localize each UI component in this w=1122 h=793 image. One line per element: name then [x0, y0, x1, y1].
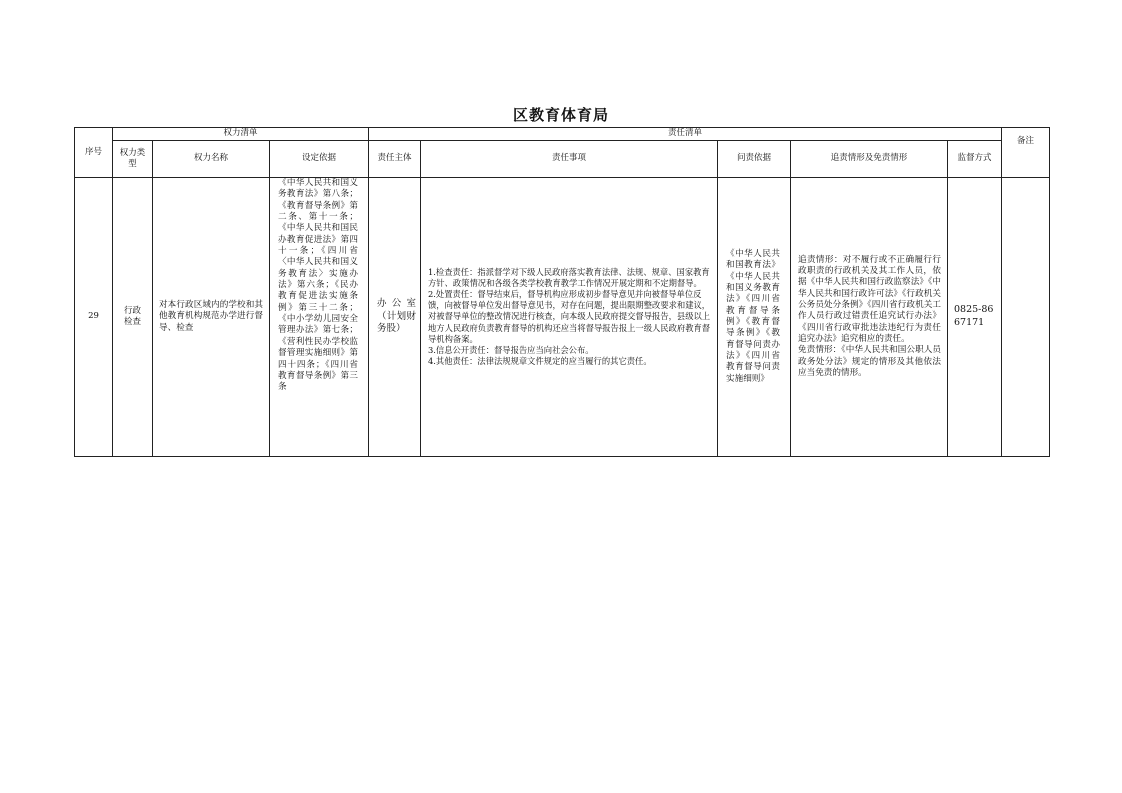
power-responsibility-table — [74, 127, 1050, 457]
header-supervision: 监督方式 — [948, 141, 1002, 178]
cell-basis — [270, 178, 369, 457]
cell-remarks — [1002, 178, 1050, 457]
header-responsibility-list: 责任清单 — [369, 128, 1002, 141]
header-remarks: 备注 — [1002, 128, 1050, 178]
cell-accountability — [791, 178, 948, 457]
cell-seq: 29 — [75, 178, 113, 457]
page-title: 区教育体育局 — [512, 106, 609, 124]
header-subject: 责任主体 — [369, 141, 421, 178]
cell-matters — [421, 178, 718, 457]
cell-subject — [369, 178, 421, 457]
table-row — [75, 178, 1050, 457]
header-matters: 责任事项 — [421, 141, 718, 178]
power-type-text: 行政 检查 — [123, 305, 141, 327]
header-power-type: 权力类型 — [113, 141, 153, 178]
cell-accountability-basis — [718, 178, 791, 457]
basis-text: 《中华人民共和国义务教育法》第八条；《教育督导条例》第二条、第十一条；《中华人民共和国民办教育促进法》第四十一条；《四川省〈中华人民共和国义务教育法〉实施办法》第六条；《民办教育促进法实施条例》第三十二条；《中小学幼儿园安全管理办法》第七条；《营利性民办学校监督管理实施细则》第四十四条；《四川省教育督导条例》第三条 — [278, 178, 358, 393]
power-name-text: 对本行政区域内的学校和其他教育机构规范办学进行督导、检查 — [159, 299, 263, 333]
supervision-text: 0825-8667171 — [954, 304, 994, 328]
header-basis: 设定依据 — [270, 141, 369, 178]
header-accountability-basis: 问责依据 — [718, 141, 791, 178]
cell-power-name — [153, 178, 270, 457]
cell-power-type — [113, 178, 153, 457]
header-accountability: 追责情形及免责情形 — [791, 141, 948, 178]
header-power-list: 权力清单 — [113, 128, 369, 141]
header-seq: 序号 — [75, 128, 113, 178]
accountability-text: 追责情形：对不履行或不正确履行行政职责的行政机关及其工作人员，依据《中华人民共和国行政监察法》《中华人民共和国行政许可法》《行政机关公务员处分条例》《四川省行政机关工作人员行政过错责任追究试行办法》《四川省行政审批违法违纪行为责任追究办法》追究相应的责任。 免责情形：《中华人民共和国公职人员政务处分法》规定的情形及其他依法应当免责的情形。 — [798, 254, 941, 379]
accountability-basis-text: 《中华人民共和国教育法》《中华人民共和国义务教育法》《四川省教育督导条例》《教育督导条例》《教育督导问责办法》《四川省教育督导问责实施细则》 — [726, 248, 780, 384]
matters-text: 1.检查责任：指派督学对下级人民政府落实教育法律、法规、规章、国家教育方针、政策情况和各级各类学校教育教学工作情况开展定期和不定期督导。 2.处置责任：督导结束后，督导机构应形成初步督导意见并向被督导单位反馈，向被督导单位发出督导意见书，对存在问题，提出限期整改要求和建议，对被督导单位的整改情况进行核查，向本级人民政府提交督导报告，县级以上地方人民政府负责教育督导的机构还应当将督导报告报上一级人民政府教育督导机构备案。 3.信息公开责任：督导报告应当向社会公布。 4.其他责任：法律法规规章文件规定的应当履行的其它责任。 — [428, 266, 711, 367]
cell-supervision — [948, 178, 1002, 457]
subject-text: 办公室（计划财务股） — [377, 298, 416, 335]
header-power-name: 权力名称 — [153, 141, 270, 178]
